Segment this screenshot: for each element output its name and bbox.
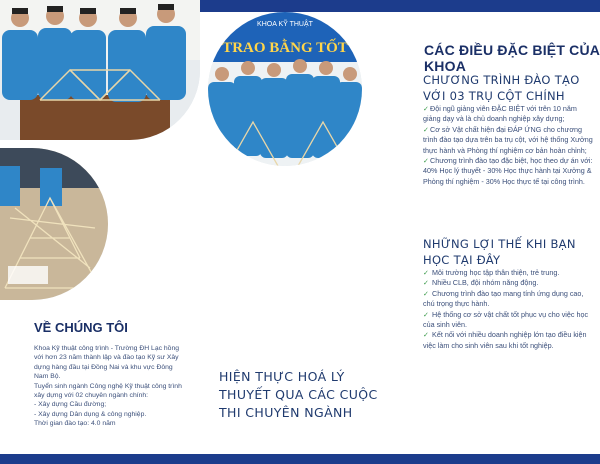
competitions-title: HIỆN THỰC HOÁ LÝ THUYẾT QUA CÁC CUỘC THI CHUYÊN NGÀNH	[219, 369, 378, 420]
about-line: Tuyển sinh ngành Công nghệ Kỹ thuật công trình xây dựng với 02 chuyên ngành chính:	[34, 382, 182, 400]
list-item: ✓ Kết nối với nhiều doanh nghiệp lớn tạo điều kiện việc làm cho sinh viên sau khi tốt nghiệp.	[423, 330, 587, 350]
check-icon: ✓	[423, 330, 430, 340]
about-us-title: VỀ CHÚNG TÔI	[34, 320, 128, 335]
advantages-list	[423, 268, 595, 351]
top-accent-band	[198, 0, 600, 12]
three-pillars-list	[423, 104, 595, 187]
check-icon: ✓	[423, 104, 430, 113]
list-item: ✓Chương trình đào tạo đặc biệt, học theo dự án với: 40% Học lý thuyết - 30% Học thực hành tại Xưởng & Phòng thí nghiệm - 30% Học thực tế tại công trình.	[423, 156, 593, 186]
special-features-title: CÁC ĐIỀU ĐẶC BIỆT CỦA KHOA	[424, 42, 600, 74]
check-icon: ✓	[423, 156, 430, 166]
three-pillars-heading: CHƯƠNG TRÌNH ĐÀO TẠO VỚI 03 TRỤ CỘT CHÍNH	[423, 73, 580, 103]
list-item: ✓Cơ sở Vật chất hiện đại ĐÁP ỨNG cho chương trình đào tạo dựa trên ba trụ cột, với hệ thống Xưởng thực hành và Phòng thí nghiệm cơ bản hoàn chỉnh;	[423, 124, 593, 155]
list-item: ✓ Chương trình đào tạo mang tính ứng dụng cao, chú trọng thực hành.	[423, 288, 584, 309]
about-us-text	[34, 344, 186, 429]
bamboo-model-photo	[0, 148, 108, 300]
check-icon: ✓	[423, 124, 430, 134]
about-line: - Xây dựng Cầu đường;	[34, 401, 107, 409]
check-icon: ✓	[423, 268, 430, 277]
check-icon: ✓	[423, 309, 430, 319]
list-item: ✓ Hệ thống cơ sở vật chất tốt phục vụ cho việc học của sinh viên.	[423, 309, 589, 330]
bottom-accent-band	[0, 454, 600, 464]
advantages-heading: NHỮNG LỢI THẾ KHI BẠN HỌC TẠI ĐÂY	[423, 237, 576, 267]
circle-banner-text: KHOA KỸ THUẬT	[257, 21, 313, 28]
list-item: ✓Đội ngũ giảng viên ĐẶC BIỆT với trên 10 năm giảng dạy và là chủ doanh nghiệp xây dựng;	[423, 104, 577, 124]
about-line: Khoa Kỹ thuật công trình - Trường ĐH Lạc hồng với hơn 23 năm thành lập và đào tạo Kỹ sư Xây dựng hàng đầu tại Đồng Nai và khu vực Đông Nam Bộ.	[34, 345, 180, 381]
graduation-group-photo	[208, 12, 362, 166]
about-line: Thời gian đào tạo: 4.0 năm	[34, 420, 116, 428]
students-bridge-photo	[0, 0, 200, 140]
check-icon: ✓	[423, 278, 430, 288]
about-line: - Xây dựng Dân dụng & công nghiệp.	[34, 410, 147, 418]
list-item: ✓ Nhiều CLB, đội nhóm năng động.	[423, 278, 539, 288]
list-item: ✓ Môi trường học tập thân thiện, trẻ trung.	[423, 268, 560, 277]
circle-banner-text-2: TRAO BẰNG TỐT	[222, 40, 348, 56]
check-icon: ✓	[423, 288, 430, 298]
